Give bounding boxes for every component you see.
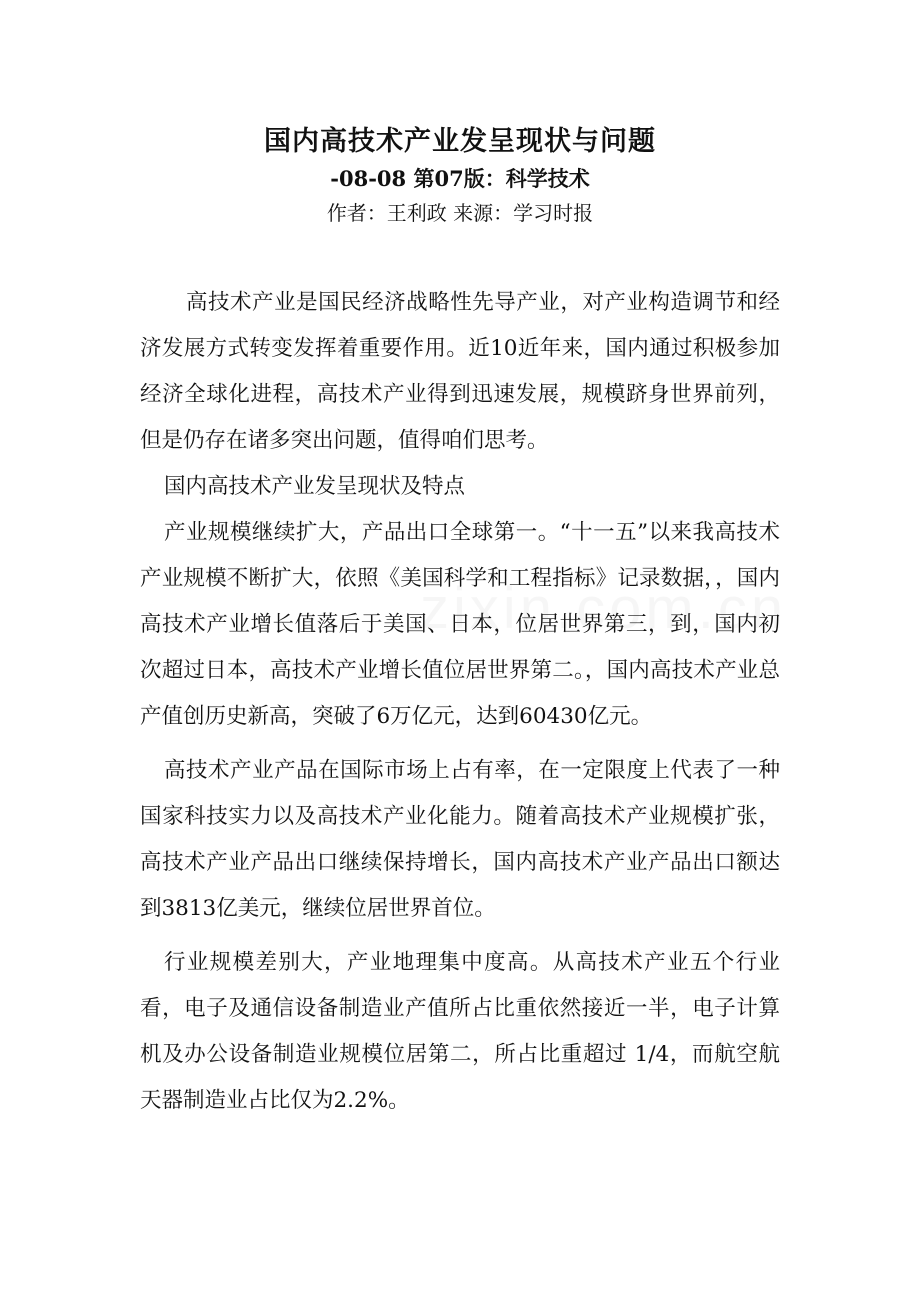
paragraph-intro: 高技术产业是国民经济战略性先导产业，对产业构造调节和经济发展方式转变发挥着重要作用。近10近年来，国内通过积极参加经济全球化进程，高技术产业得到迅速发展，规模跻身世界前列，但是仍存在诸多突出问题，值得咱们思考。	[140, 290, 780, 453]
issue-line: -08-08 第07版：科学技术	[330, 166, 590, 191]
article-title: 国内高技术产业发呈现状与问题	[264, 126, 656, 157]
byline: 作者：王利政 来源：学习时报	[326, 201, 594, 225]
paragraph-market-share: 高技术产业产品在国际市场上占有率，在一定限度上代表了一种国家科技实力以及高技术产业化能力。随着高技术产业规模扩张，高技术产业产品出口继续保持增长，国内高技术产业产品出口额达到3813亿美元，继续位居世界首位。	[140, 758, 780, 921]
article-body	[140, 280, 780, 1124]
section-heading: 国内高技术产业发呈现状及特点	[164, 474, 466, 499]
paragraph-scale: 产业规模继续扩大，产品出口全球第一。“十一五”以来我高技术产业规模不断扩大，依照《美国科学和工程指标》记录数据，，国内高技术产业增长值落后于美国、日本，位居世界第三，到，国内初次超过日本，高技术产业增长值位居世界第二。，国内高技术产业总产值创历史新高，突破了6万亿元，达到60430亿元。	[140, 520, 780, 729]
paragraph-industry-gap: 行业规模差别大，产业地理集中度高。从高技术产业五个行业看，电子及通信设备制造业产值所占比重依然接近一半，电子计算机及办公设备制造业规模位居第二，所占比重超过 1/4，而航空航天器制造业占比仅为2.2%。	[140, 950, 780, 1113]
